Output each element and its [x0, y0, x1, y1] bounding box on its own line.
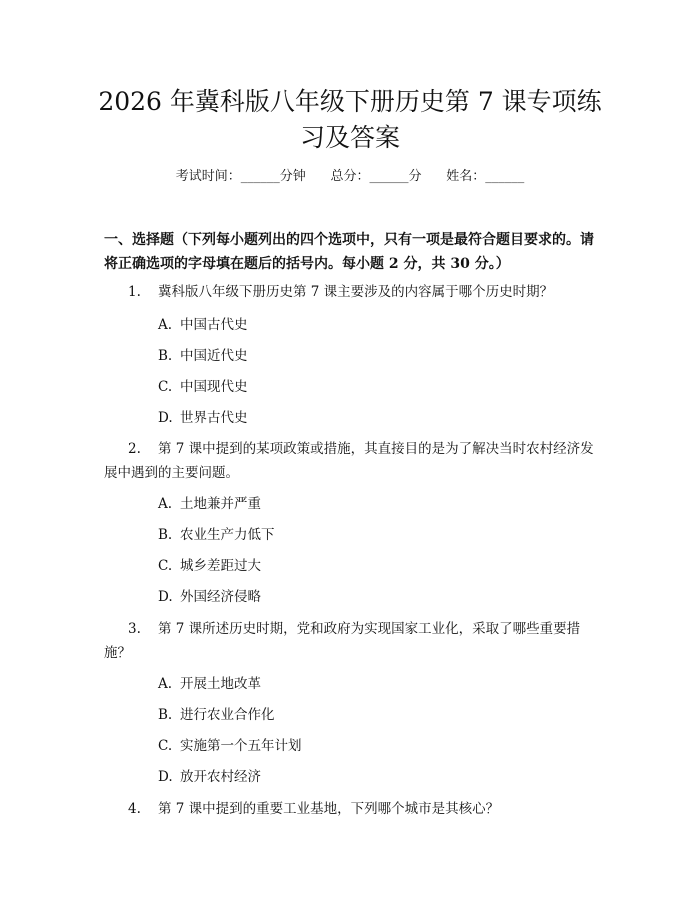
option-text: 开展土地改革	[180, 676, 261, 692]
option-text: 中国现代史	[180, 379, 248, 395]
exam-meta-line: 考试时间：______分钟 总分：______分 姓名：______	[175, 169, 525, 184]
option-letter: D.	[158, 769, 173, 785]
question-2-option-d	[158, 587, 578, 607]
question-4	[104, 797, 600, 821]
option-text: 农业生产力低下	[180, 527, 275, 543]
question-2	[104, 437, 600, 485]
document-title-line-2: 习及答案	[299, 123, 400, 152]
question-number: 4.	[128, 801, 141, 817]
section-heading: 一、选择题（下列每小题列出的四个选项中，只有一项是最符合题目要求的。请将正确选项的字母填在题后的括号内。每小题 2 分，共 30 分。）	[104, 232, 594, 272]
option-text: 中国近代史	[180, 348, 248, 364]
question-1-option-b	[158, 346, 578, 366]
question-1-option-c	[158, 377, 578, 397]
option-text: 世界古代史	[180, 410, 248, 426]
question-2-option-c	[158, 556, 578, 576]
question-3-option-c	[158, 736, 578, 756]
option-letter: B.	[158, 348, 173, 364]
document-title	[70, 84, 630, 156]
option-letter: B.	[158, 527, 173, 543]
question-2-option-a	[158, 494, 578, 514]
option-letter: C.	[158, 738, 173, 754]
question-text: 冀科版八年级下册历史第 7 课主要涉及的内容属于哪个历史时期？	[158, 284, 554, 300]
question-2-option-b	[158, 525, 578, 545]
option-letter: D.	[158, 589, 173, 605]
question-3-option-a	[158, 674, 578, 694]
option-letter: A.	[158, 676, 173, 692]
document-title-line-1: 2026 年冀科版八年级下册历史第 7 课专项练	[98, 87, 602, 116]
option-text: 实施第一个五年计划	[180, 738, 302, 754]
option-letter: C.	[158, 558, 173, 574]
question-1-option-a	[158, 315, 578, 335]
question-1	[104, 280, 600, 304]
question-text: 第 7 课中提到的重要工业基地，下列哪个城市是其核心？	[158, 801, 500, 817]
option-letter: A.	[158, 317, 173, 333]
question-3-option-d	[158, 767, 578, 787]
question-number: 2.	[128, 441, 141, 457]
question-number: 3.	[128, 621, 141, 637]
option-text: 中国古代史	[180, 317, 248, 333]
option-text: 放开农村经济	[180, 769, 261, 785]
option-text: 城乡差距过大	[180, 558, 261, 574]
option-letter: B.	[158, 707, 173, 723]
option-text: 进行农业合作化	[180, 707, 275, 723]
question-number: 1.	[128, 284, 141, 300]
option-letter: C.	[158, 379, 173, 395]
question-text: 第 7 课所述历史时期，党和政府为实现国家工业化，采取了哪些重要措施？	[104, 621, 581, 661]
question-text: 第 7 课中提到的某项政策或措施，其直接目的是为了解决当时农村经济发展中遇到的主要问题。	[104, 441, 594, 481]
option-text: 土地兼并严重	[180, 496, 261, 512]
option-letter: D.	[158, 410, 173, 426]
question-3	[104, 617, 600, 665]
option-text: 外国经济侵略	[180, 589, 261, 605]
question-1-option-d	[158, 408, 578, 428]
question-3-option-b	[158, 705, 578, 725]
option-letter: A.	[158, 496, 173, 512]
